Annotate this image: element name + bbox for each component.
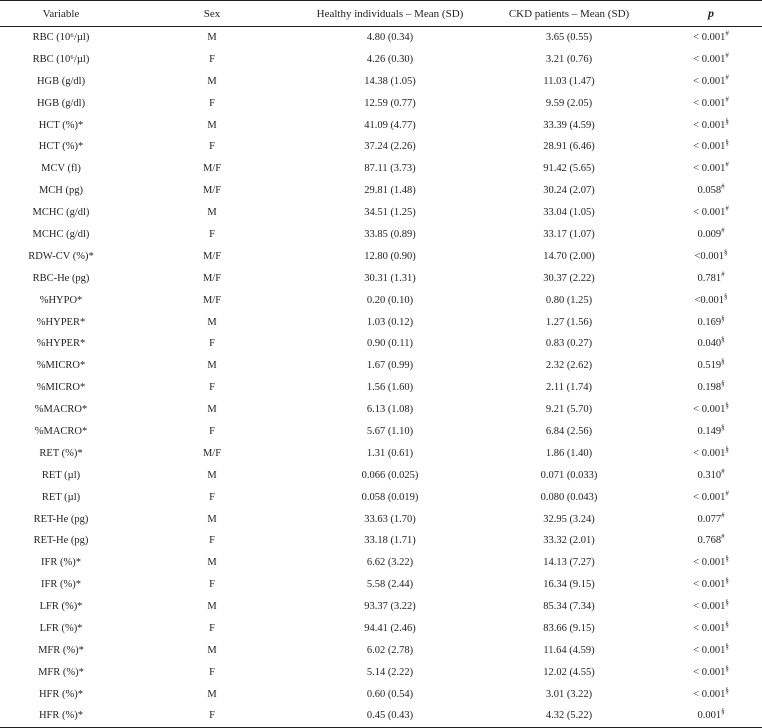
cell-ckd-mean-sd: 9.21 (5.70) bbox=[545, 404, 593, 416]
cell-healthy-mean-sd: 12.59 (0.77) bbox=[364, 97, 416, 109]
cell-variable: RBC (10⁶/µl) bbox=[32, 32, 90, 44]
p-value-text: < 0.001 bbox=[693, 644, 726, 656]
cell-variable: %HYPO* bbox=[39, 294, 83, 306]
cell-variable: HFR (%)* bbox=[38, 688, 84, 700]
test-marker: § bbox=[725, 554, 729, 563]
cell-p-value bbox=[660, 289, 762, 311]
p-value-text: < 0.001 bbox=[693, 404, 726, 416]
cell-sex: M/F bbox=[202, 163, 222, 175]
cell-p-value bbox=[660, 530, 762, 552]
test-marker: § bbox=[725, 620, 729, 629]
cell-ckd-mean-sd: 11.64 (4.59) bbox=[543, 644, 595, 656]
cell-sex: F bbox=[209, 382, 215, 394]
cell-sex: F bbox=[209, 228, 215, 240]
table-row bbox=[0, 486, 762, 508]
cell-sex: F bbox=[209, 53, 215, 65]
cell-healthy-mean-sd: 41.09 (4.77) bbox=[364, 119, 416, 131]
cell-healthy-mean-sd: 33.18 (1.71) bbox=[364, 535, 416, 547]
cell-healthy-mean-sd: 1.31 (0.61) bbox=[366, 447, 414, 459]
cell-healthy-mean-sd: 5.67 (1.10) bbox=[366, 425, 414, 437]
header-row bbox=[0, 1, 762, 27]
test-marker: # bbox=[721, 532, 725, 541]
p-value-text: < 0.001 bbox=[693, 119, 726, 131]
cell-sex: F bbox=[209, 579, 215, 591]
test-marker: § bbox=[725, 401, 729, 410]
p-value-text: < 0.001 bbox=[693, 163, 726, 175]
cell-sex: M/F bbox=[202, 250, 222, 262]
table-row bbox=[0, 136, 762, 158]
cell-p-value bbox=[660, 333, 762, 355]
test-marker: § bbox=[721, 379, 725, 388]
cell-ckd-mean-sd: 4.32 (5.22) bbox=[478, 705, 660, 727]
test-marker: # bbox=[721, 182, 725, 191]
cell-p-value bbox=[660, 202, 762, 224]
cell-sex: F bbox=[209, 622, 215, 634]
test-marker: § bbox=[721, 335, 725, 344]
cell-variable: RET (µl) bbox=[41, 491, 81, 503]
test-marker: § bbox=[725, 664, 729, 673]
p-value-text: 0.149 bbox=[697, 425, 722, 437]
header-healthy-mean-sd: Healthy individuals – Mean (SD) bbox=[302, 1, 478, 27]
table-row bbox=[0, 48, 762, 70]
cell-ckd-mean-sd: 1.86 (1.40) bbox=[545, 447, 593, 459]
cell-healthy-mean-sd: 93.37 (3.22) bbox=[364, 601, 416, 613]
cell-p-value bbox=[660, 355, 762, 377]
cell-variable: RET-He (pg) bbox=[33, 513, 89, 525]
cell-ckd-mean-sd: 14.13 (7.27) bbox=[543, 557, 595, 569]
table-row bbox=[0, 245, 762, 267]
cell-ckd-mean-sd: 0.080 (0.043) bbox=[540, 491, 598, 503]
test-marker: # bbox=[725, 489, 729, 498]
table-row bbox=[0, 464, 762, 486]
test-marker: # bbox=[721, 270, 725, 279]
p-value-text: < 0.001 bbox=[693, 97, 726, 109]
cell-ckd-mean-sd: 30.37 (2.22) bbox=[543, 272, 595, 284]
test-marker: § bbox=[725, 138, 729, 147]
cell-p-value bbox=[660, 683, 762, 705]
cell-variable: RBC (10⁶/µl) bbox=[32, 53, 90, 65]
test-marker: § bbox=[721, 357, 725, 366]
table-header bbox=[0, 1, 762, 27]
header-variable: Variable bbox=[0, 1, 122, 27]
p-value-text: < 0.001 bbox=[693, 622, 726, 634]
p-value-text: 0.310 bbox=[697, 469, 722, 481]
cell-ckd-mean-sd: 3.65 (0.55) bbox=[545, 32, 593, 44]
cell-sex: M bbox=[207, 469, 217, 481]
cell-variable: %MICRO* bbox=[36, 360, 86, 372]
cell-variable: MCH (pg) bbox=[38, 185, 84, 197]
cell-sex: F bbox=[209, 425, 215, 437]
cell-p-value bbox=[660, 158, 762, 180]
cell-p-value bbox=[660, 574, 762, 596]
cell-variable: HFR (%)* bbox=[0, 705, 122, 727]
cell-variable: RET (µl) bbox=[41, 469, 81, 481]
cell-healthy-mean-sd: 30.31 (1.31) bbox=[364, 272, 416, 284]
cell-p-value bbox=[660, 27, 762, 49]
test-marker: § bbox=[721, 314, 725, 323]
table-row bbox=[0, 705, 762, 727]
cell-sex: M/F bbox=[202, 185, 222, 197]
cell-variable: IFR (%)* bbox=[41, 557, 81, 569]
p-value-text: 0.009 bbox=[697, 228, 722, 240]
test-marker: § bbox=[725, 576, 729, 585]
test-marker: § bbox=[725, 117, 729, 125]
cell-variable: RET-He (pg) bbox=[33, 535, 89, 547]
table-row bbox=[0, 508, 762, 530]
cell-healthy-mean-sd: 12.80 (0.90) bbox=[364, 250, 416, 262]
cell-ckd-mean-sd: 33.17 (1.07) bbox=[543, 228, 595, 240]
cell-variable: %HYPER* bbox=[36, 316, 86, 328]
cell-sex: M bbox=[207, 32, 217, 44]
cell-ckd-mean-sd: 11.03 (1.47) bbox=[543, 75, 595, 87]
cell-ckd-mean-sd: 6.84 (2.56) bbox=[545, 425, 593, 437]
table-row bbox=[0, 530, 762, 552]
cell-p-value bbox=[660, 267, 762, 289]
table-row bbox=[0, 180, 762, 202]
table-row bbox=[0, 618, 762, 640]
cell-sex: M bbox=[207, 513, 217, 525]
table-row bbox=[0, 92, 762, 114]
cell-healthy-mean-sd: 0.058 (0.019) bbox=[361, 491, 419, 503]
table-row bbox=[0, 311, 762, 333]
cell-ckd-mean-sd: 91.42 (5.65) bbox=[543, 163, 595, 175]
table-row bbox=[0, 639, 762, 661]
p-value-text: 0.768 bbox=[697, 535, 722, 547]
cell-ckd-mean-sd: 85.34 (7.34) bbox=[543, 601, 595, 613]
p-value-text: < 0.001 bbox=[693, 579, 726, 591]
table-row bbox=[0, 683, 762, 705]
cell-healthy-mean-sd: 37.24 (2.26) bbox=[364, 141, 416, 153]
test-marker: § bbox=[725, 598, 729, 607]
cell-variable: %MICRO* bbox=[36, 382, 86, 394]
cell-sex: F bbox=[209, 141, 215, 153]
cell-p-value bbox=[660, 596, 762, 618]
test-marker: § bbox=[725, 642, 729, 651]
cell-healthy-mean-sd: 4.80 (0.34) bbox=[366, 32, 414, 44]
table-row bbox=[0, 574, 762, 596]
test-marker: § bbox=[725, 445, 729, 454]
cell-variable: MCHC (g/dl) bbox=[32, 207, 90, 219]
table-row bbox=[0, 661, 762, 683]
table-row bbox=[0, 596, 762, 618]
cell-p-value bbox=[660, 224, 762, 246]
cell-variable: HCT (%)* bbox=[38, 119, 84, 131]
cell-variable: HGB (g/dl) bbox=[36, 97, 86, 109]
cell-p-value bbox=[660, 399, 762, 421]
cell-sex: F bbox=[209, 535, 215, 547]
cell-p-value bbox=[660, 661, 762, 683]
cell-sex: F bbox=[209, 491, 215, 503]
cell-ckd-mean-sd: 16.34 (9.15) bbox=[543, 579, 595, 591]
table-row bbox=[0, 267, 762, 289]
cell-ckd-mean-sd: 1.27 (1.56) bbox=[545, 316, 593, 328]
test-marker: # bbox=[725, 29, 729, 38]
test-marker: § bbox=[724, 292, 728, 301]
test-marker: # bbox=[721, 511, 725, 520]
cell-p-value bbox=[660, 639, 762, 661]
cell-healthy-mean-sd: 6.62 (3.22) bbox=[366, 557, 414, 569]
cell-sex: M bbox=[207, 644, 217, 656]
cell-ckd-mean-sd: 33.32 (2.01) bbox=[543, 535, 595, 547]
p-value-text: 0.058 bbox=[697, 185, 722, 197]
table-row bbox=[0, 289, 762, 311]
cell-p-value bbox=[660, 245, 762, 267]
test-marker: # bbox=[725, 51, 729, 60]
cell-ckd-mean-sd: 3.01 (3.22) bbox=[545, 688, 593, 700]
p-value-text: 0.198 bbox=[697, 382, 722, 394]
p-value-text: 0.519 bbox=[697, 360, 722, 372]
cell-p-value bbox=[660, 705, 762, 727]
p-value-text: < 0.001 bbox=[693, 75, 726, 87]
cell-healthy-mean-sd: 1.03 (0.12) bbox=[366, 316, 414, 328]
cell-healthy-mean-sd: 87.11 (3.73) bbox=[364, 163, 416, 175]
cell-variable: HGB (g/dl) bbox=[36, 75, 86, 87]
cell-variable: IFR (%)* bbox=[41, 579, 81, 591]
cell-variable: RDW-CV (%)* bbox=[28, 250, 94, 262]
table-row bbox=[0, 158, 762, 180]
p-value-text: 0.169 bbox=[697, 316, 722, 328]
cell-variable: LFR (%)* bbox=[39, 601, 83, 613]
cell-p-value bbox=[660, 552, 762, 574]
cell-sex: M/F bbox=[202, 447, 222, 459]
cell-healthy-mean-sd: 6.13 (1.08) bbox=[366, 404, 414, 416]
cell-p-value bbox=[660, 442, 762, 464]
cell-sex: M bbox=[207, 557, 217, 569]
cell-ckd-mean-sd: 14.70 (2.00) bbox=[543, 250, 595, 262]
p-value-text: <0.001 bbox=[694, 294, 725, 306]
cell-ckd-mean-sd: 32.95 (3.24) bbox=[543, 513, 595, 525]
cell-ckd-mean-sd: 0.83 (0.27) bbox=[545, 338, 593, 350]
cell-healthy-mean-sd: 34.51 (1.25) bbox=[364, 207, 416, 219]
cell-variable: %MACRO* bbox=[34, 425, 88, 437]
cell-ckd-mean-sd: 33.39 (4.59) bbox=[543, 119, 595, 131]
cell-variable: LFR (%)* bbox=[39, 622, 83, 634]
header-ckd-mean-sd: CKD patients – Mean (SD) bbox=[478, 1, 660, 27]
cell-variable: %HYPER* bbox=[36, 338, 86, 350]
cell-variable: MCHC (g/dl) bbox=[32, 228, 90, 240]
cell-ckd-mean-sd: 30.24 (2.07) bbox=[543, 185, 595, 197]
cell-healthy-mean-sd: 14.38 (1.05) bbox=[364, 75, 416, 87]
test-marker: § bbox=[721, 423, 725, 432]
p-value-text: < 0.001 bbox=[693, 32, 726, 44]
test-marker: # bbox=[725, 95, 729, 104]
cell-sex: M bbox=[207, 75, 217, 87]
p-value-text: < 0.001 bbox=[693, 557, 726, 569]
table-row bbox=[0, 552, 762, 574]
p-value-text: < 0.001 bbox=[693, 688, 726, 700]
cell-sex: M bbox=[207, 316, 217, 328]
table-body bbox=[0, 27, 762, 728]
cell-sex: M bbox=[207, 688, 217, 700]
cell-variable: RBC-He (pg) bbox=[32, 272, 90, 284]
table-row bbox=[0, 70, 762, 92]
cell-ckd-mean-sd: 33.04 (1.05) bbox=[543, 207, 595, 219]
cell-healthy-mean-sd: 0.90 (0.11) bbox=[367, 338, 413, 350]
cell-healthy-mean-sd: 1.56 (1.60) bbox=[366, 382, 414, 394]
cell-ckd-mean-sd: 2.32 (2.62) bbox=[545, 360, 593, 372]
test-marker: § bbox=[724, 248, 728, 257]
cell-variable: HCT (%)* bbox=[38, 141, 84, 153]
p-value-text: 0.040 bbox=[697, 338, 722, 350]
cell-ckd-mean-sd: 2.11 (1.74) bbox=[546, 382, 592, 394]
cell-variable: %MACRO* bbox=[34, 404, 88, 416]
cell-sex: M bbox=[207, 207, 217, 219]
cell-healthy-mean-sd: 0.60 (0.54) bbox=[366, 688, 414, 700]
cell-healthy-mean-sd: 1.67 (0.99) bbox=[366, 360, 414, 372]
cell-ckd-mean-sd: 12.02 (4.55) bbox=[543, 666, 595, 678]
cell-healthy-mean-sd: 33.85 (0.89) bbox=[364, 228, 416, 240]
cell-healthy-mean-sd: 29.81 (1.48) bbox=[364, 185, 416, 197]
p-value-text: < 0.001 bbox=[693, 601, 726, 613]
cell-sex: M bbox=[207, 601, 217, 613]
table-row bbox=[0, 333, 762, 355]
cell-p-value bbox=[660, 48, 762, 70]
table-row bbox=[0, 399, 762, 421]
cell-healthy-mean-sd: 0.066 (0.025) bbox=[361, 469, 419, 481]
p-value-text: < 0.001 bbox=[693, 491, 726, 503]
cell-healthy-mean-sd: 94.41 (2.46) bbox=[364, 622, 416, 634]
table-row bbox=[0, 377, 762, 399]
table-row bbox=[0, 27, 762, 49]
p-value-text: <0.001 bbox=[694, 250, 725, 262]
test-marker: # bbox=[725, 160, 729, 169]
cell-p-value bbox=[660, 508, 762, 530]
cell-p-value bbox=[660, 486, 762, 508]
cell-p-value bbox=[660, 377, 762, 399]
cell-sex: F bbox=[209, 97, 215, 109]
cell-p-value bbox=[660, 180, 762, 202]
cell-healthy-mean-sd: 33.63 (1.70) bbox=[364, 513, 416, 525]
cell-healthy-mean-sd: 6.02 (2.78) bbox=[366, 644, 414, 656]
cell-sex: M bbox=[207, 360, 217, 372]
p-value-text: < 0.001 bbox=[693, 53, 726, 65]
header-p-value: p bbox=[660, 1, 762, 27]
cell-ckd-mean-sd: 3.21 (0.76) bbox=[545, 53, 593, 65]
cell-sex: F bbox=[209, 338, 215, 350]
cell-healthy-mean-sd: 5.14 (2.22) bbox=[366, 666, 414, 678]
cell-healthy-mean-sd: 4.26 (0.30) bbox=[366, 53, 414, 65]
table-row bbox=[0, 224, 762, 246]
test-marker: # bbox=[721, 467, 725, 476]
p-value-text: < 0.001 bbox=[693, 207, 726, 219]
p-value-text: < 0.001 bbox=[693, 666, 726, 678]
table-row bbox=[0, 114, 762, 136]
test-marker: § bbox=[725, 686, 729, 695]
test-marker: # bbox=[725, 73, 729, 82]
test-marker: # bbox=[721, 226, 725, 235]
p-value-text: < 0.001 bbox=[693, 447, 726, 459]
cell-p-value bbox=[660, 464, 762, 486]
cell-variable: MFR (%)* bbox=[38, 666, 84, 678]
cell-p-value bbox=[660, 311, 762, 333]
cell-p-value bbox=[660, 114, 762, 136]
table-row bbox=[0, 421, 762, 443]
cell-ckd-mean-sd: 28.91 (6.46) bbox=[543, 141, 595, 153]
cell-p-value bbox=[660, 92, 762, 114]
cell-ckd-mean-sd: 0.80 (1.25) bbox=[545, 294, 593, 306]
cell-variable: RET (%)* bbox=[39, 447, 83, 459]
cell-sex: M bbox=[207, 404, 217, 416]
cell-healthy-mean-sd: 0.45 (0.43) bbox=[302, 705, 478, 727]
cell-ckd-mean-sd: 83.66 (9.15) bbox=[543, 622, 595, 634]
p-value-text: 0.077 bbox=[697, 513, 722, 525]
table-row bbox=[0, 355, 762, 377]
table-row bbox=[0, 202, 762, 224]
cell-sex: F bbox=[209, 666, 215, 678]
header-sex: Sex bbox=[122, 1, 302, 27]
cell-p-value bbox=[660, 618, 762, 640]
cell-p-value bbox=[660, 421, 762, 443]
cell-variable: MFR (%)* bbox=[38, 644, 84, 656]
test-marker: # bbox=[725, 204, 729, 213]
cell-healthy-mean-sd: 5.58 (2.44) bbox=[366, 579, 414, 591]
cell-sex: M/F bbox=[202, 294, 222, 306]
cell-ckd-mean-sd: 0.071 (0.033) bbox=[540, 469, 598, 481]
table-row bbox=[0, 442, 762, 464]
cell-sex: F bbox=[122, 705, 302, 727]
cell-p-value bbox=[660, 136, 762, 158]
cell-sex: M bbox=[207, 119, 217, 131]
p-value-text: 0.781 bbox=[697, 272, 722, 284]
cell-variable: MCV (fl) bbox=[41, 163, 81, 175]
cell-ckd-mean-sd: 9.59 (2.05) bbox=[545, 97, 593, 109]
test-marker: § bbox=[721, 707, 725, 716]
cell-p-value bbox=[660, 70, 762, 92]
p-value-text: < 0.001 bbox=[693, 141, 726, 153]
cell-sex: M/F bbox=[202, 272, 222, 284]
cell-healthy-mean-sd: 0.20 (0.10) bbox=[366, 294, 414, 306]
p-value-text: 0.001 bbox=[697, 710, 722, 722]
